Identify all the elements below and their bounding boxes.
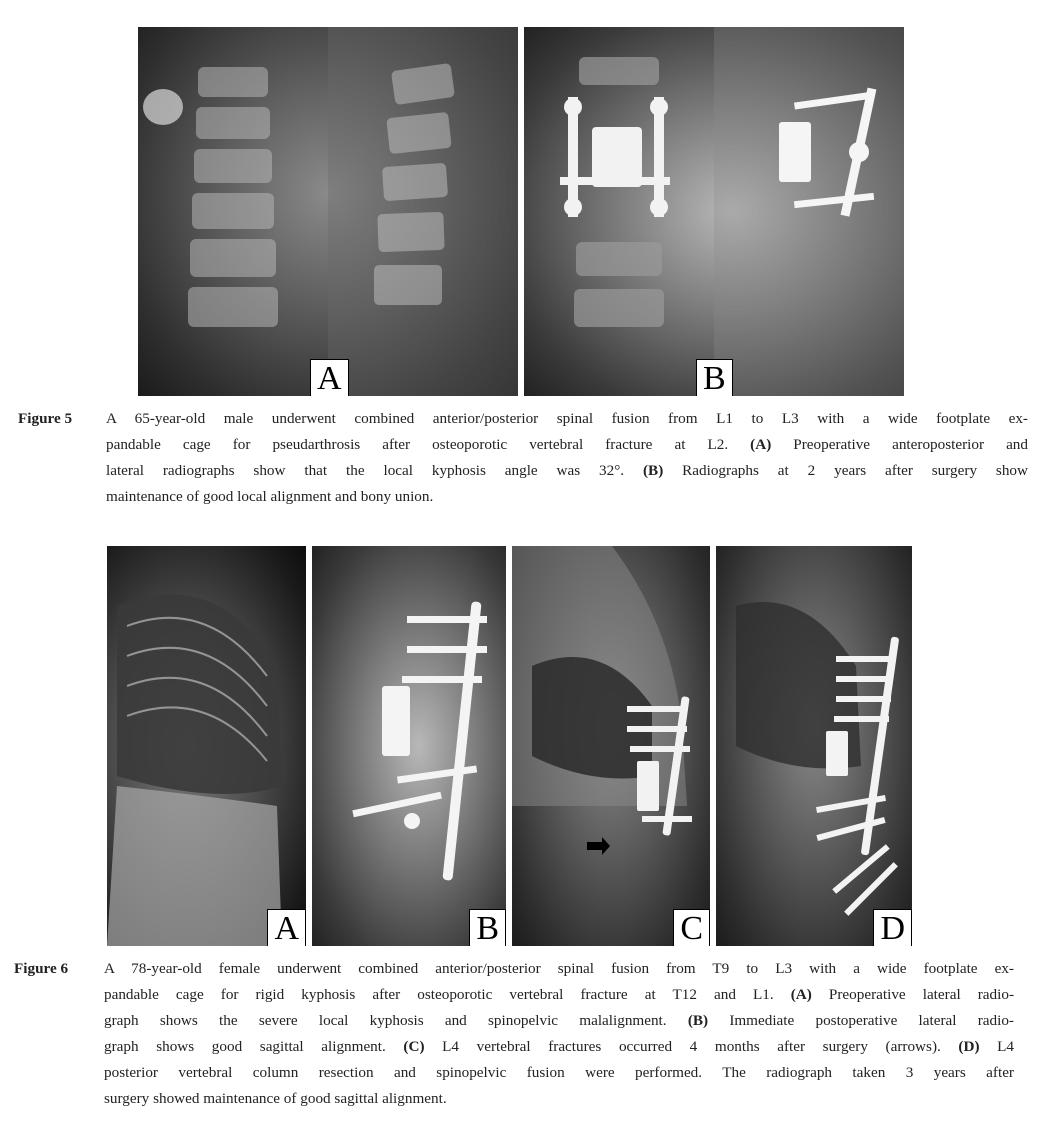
figure-6-panel-a [107, 546, 306, 946]
radiograph-image [512, 546, 710, 946]
caption-text: posterior vertebral column resection and spinopelvic fusion were performed. The radiograph taken 3 years after [104, 1064, 1014, 1081]
caption-text: A 65-year-old male underwent combined anterior/posterior spinal fusion from L1 to L3 with a wide footplate ex- [106, 410, 1028, 427]
panel-reference: (A) [790, 986, 812, 1003]
caption-text: lateral radiographs show that the local kyphosis angle was 32°. [106, 462, 643, 479]
panel-reference: (D) [958, 1038, 980, 1055]
caption-text: graph shows the severe local kyphosis and spinopelvic malalignment. [104, 1012, 688, 1029]
caption-text: L4 [979, 1038, 1015, 1055]
caption-line [104, 1008, 1014, 1034]
panel-reference: (C) [403, 1038, 425, 1055]
figure-5-caption [18, 406, 1028, 516]
radiograph-image [524, 27, 904, 396]
caption-text: maintenance of good local alignment and bony union. [106, 488, 434, 505]
caption-line [104, 1060, 1014, 1086]
panel-reference: (B) [687, 1012, 709, 1029]
caption-text: surgery showed maintenance of good sagittal alignment. [104, 1090, 447, 1107]
figure-6-caption [14, 956, 1034, 1116]
figure-6-panel-b-label: B [469, 909, 506, 946]
figure-5-panel-b-label: B [696, 359, 733, 396]
figure-6-panel-c [512, 546, 710, 946]
radiograph-image [716, 546, 912, 946]
caption-text: Immediate postoperative lateral radio- [708, 1012, 1014, 1029]
caption-text: graph shows good sagittal alignment. [104, 1038, 404, 1055]
figure-5-label: Figure 5 [18, 410, 73, 427]
figure-6-panel-a-label: A [267, 909, 306, 946]
caption-text: A 78-year-old female underwent combined anterior/posterior spinal fusion from T9 to L3 with a wide footplate ex- [104, 960, 1014, 977]
figure-6-panel-c-label: C [673, 909, 710, 946]
figure-6-caption-text [104, 956, 1014, 1112]
caption-line [104, 956, 1014, 982]
figure-5-caption-text [106, 406, 1028, 510]
caption-text: L4 vertebral fractures occurred 4 months after surgery (arrows). [424, 1038, 959, 1055]
caption-line [106, 458, 1028, 484]
radiograph-image [138, 27, 518, 396]
caption-line [106, 406, 1028, 432]
caption-line [104, 1034, 1014, 1060]
panel-reference: (A) [750, 436, 772, 453]
figure-6-panel-d [716, 546, 912, 946]
caption-text: pandable cage for pseudarthrosis after osteoporotic vertebral fracture at L2. [106, 436, 751, 453]
figure-5-panel-b [524, 27, 904, 396]
caption-text: Radiographs at 2 years after surgery show [663, 462, 1028, 479]
figure-6-label: Figure 6 [14, 960, 69, 977]
figure-5-panel-a [138, 27, 518, 396]
caption-line [104, 1086, 1014, 1112]
caption-line [106, 484, 1028, 510]
figure-6-panel-d-label: D [873, 909, 912, 946]
figure-5-panel-a-label: A [310, 359, 349, 396]
panel-reference: (B) [643, 462, 664, 479]
caption-line [104, 982, 1014, 1008]
figure-6-panel-b [312, 546, 506, 946]
radiograph-image [107, 546, 306, 946]
caption-text: Preoperative lateral radio- [811, 986, 1014, 1003]
caption-text: pandable cage for rigid kyphosis after osteoporotic vertebral fracture at T12 and L1. [104, 986, 791, 1003]
radiograph-image [312, 546, 506, 946]
caption-line [106, 432, 1028, 458]
caption-text: Preoperative anteroposterior and [771, 436, 1028, 453]
